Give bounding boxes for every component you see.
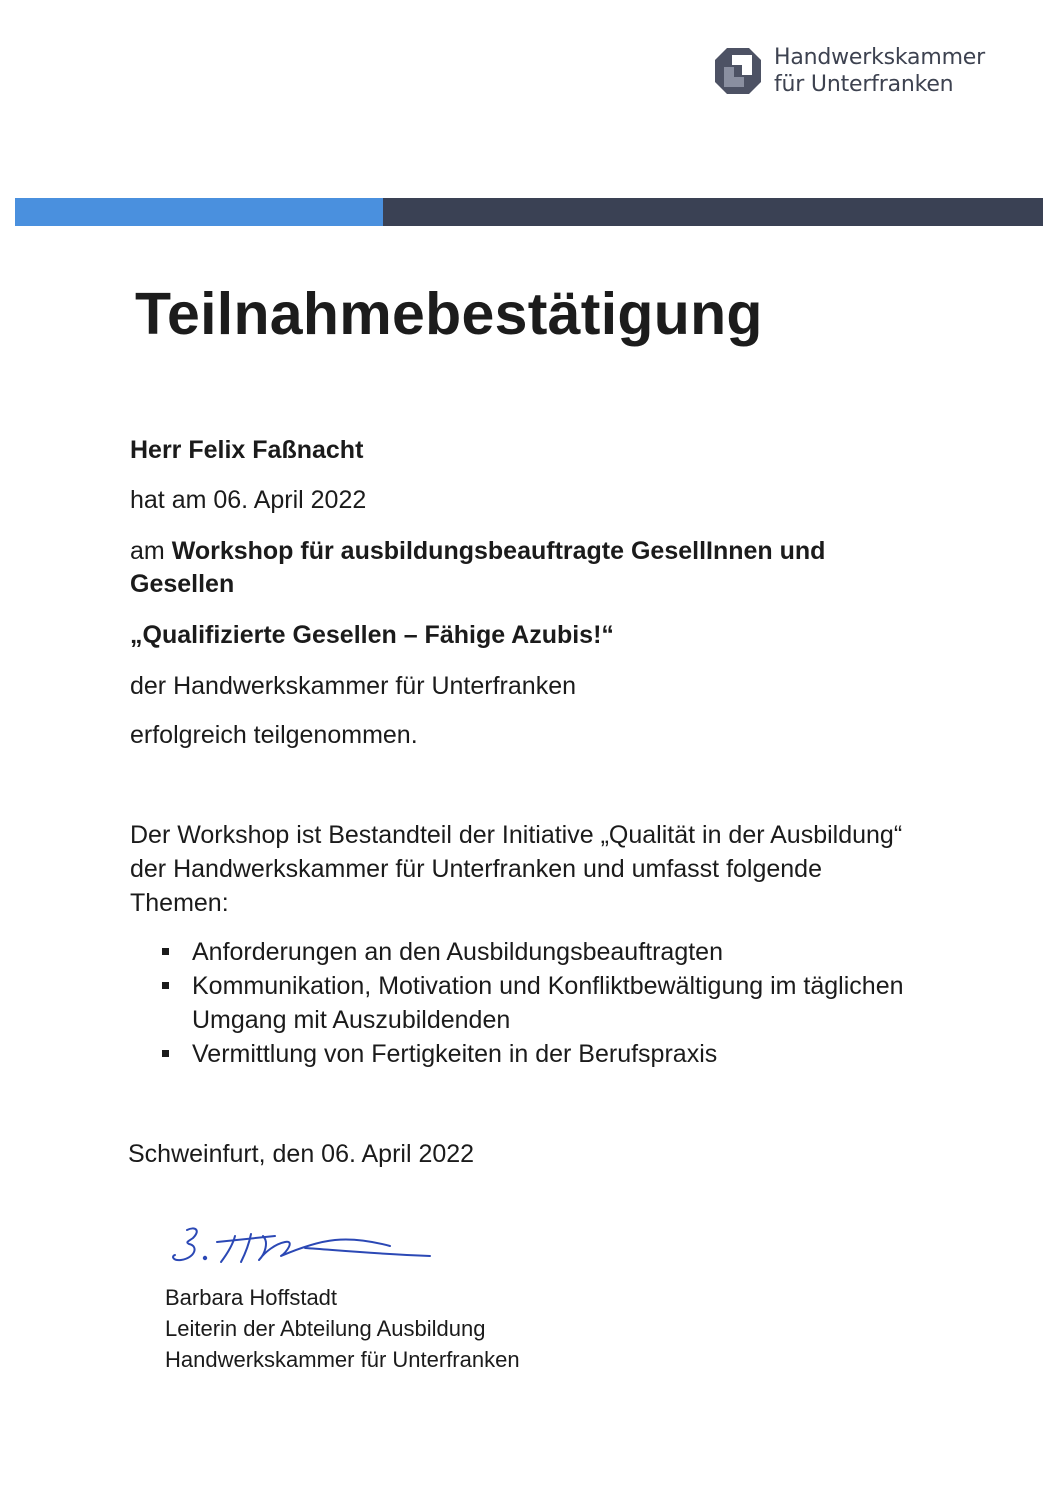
page-title: Teilnahmebestätigung xyxy=(135,281,763,347)
workshop-quote-title: „Qualifizierte Gesellen – Fähige Azubis!“ xyxy=(130,621,614,649)
bullet-icon xyxy=(162,948,169,955)
participant-name: Herr Felix Faßnacht xyxy=(130,436,364,464)
organizer-line: der Handwerkskammer für Unterfranken xyxy=(130,672,576,700)
bullet-icon xyxy=(162,1050,169,1057)
signer-organization: Handwerkskammer für Unterfranken xyxy=(165,1347,520,1372)
workshop-title: Workshop für ausbildungsbeauftragte GesellInnen und Gesellen xyxy=(130,537,826,598)
header-band-accent xyxy=(15,198,383,226)
result-line: erfolgreich teilgenommen. xyxy=(130,721,418,749)
topic-text: Anforderungen an den Ausbildungsbeauftragten xyxy=(192,938,723,966)
signatory-block xyxy=(165,1282,520,1375)
workshop-prefix: am xyxy=(130,537,165,565)
list-item xyxy=(162,1037,922,1071)
initiative-intro: Der Workshop ist Bestandteil der Initiative „Qualität in der Ausbildung“ der Handwerkskammer für Unterfranken und umfasst folgende Themen: xyxy=(130,821,903,917)
signer-role: Leiterin der Abteilung Ausbildung xyxy=(165,1316,486,1341)
place-and-date: Schweinfurt, den 06. April 2022 xyxy=(128,1140,475,1168)
header-band-dark xyxy=(383,198,1043,226)
list-item xyxy=(162,969,922,1037)
logo-line-1: Handwerkskammer xyxy=(774,45,985,70)
bullet-icon xyxy=(162,982,169,989)
topics-list xyxy=(162,935,922,1071)
topic-text: Kommunikation, Motivation und Konfliktbewältigung im täglichen Umgang mit Auszubildenden xyxy=(192,972,904,1034)
topic-text: Vermittlung von Fertigkeiten in der Berufspraxis xyxy=(192,1040,718,1068)
header-logo xyxy=(712,44,985,98)
logo-text xyxy=(774,44,985,98)
signer-name: Barbara Hoffstadt xyxy=(165,1285,338,1310)
workshop-line xyxy=(130,535,930,601)
list-item xyxy=(162,935,922,969)
attendance-date: hat am 06. April 2022 xyxy=(130,486,367,514)
hwk-logo-icon xyxy=(712,45,764,97)
handwritten-signature xyxy=(165,1222,445,1272)
logo-line-2: für Unterfranken xyxy=(774,72,954,97)
